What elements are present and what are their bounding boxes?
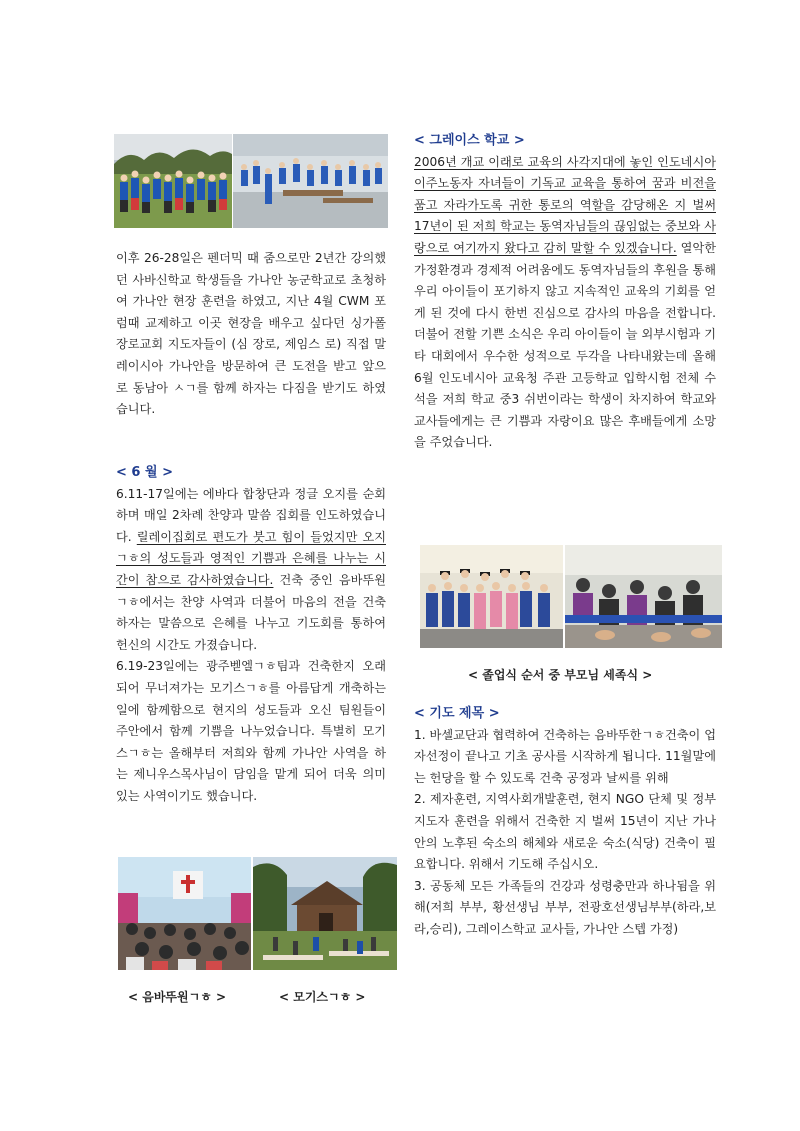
prayer-heading: < 기도 제목 > (414, 706, 500, 721)
photo-mogis-church (253, 857, 397, 970)
photo-graduation-group (420, 545, 563, 648)
caption-mogis: < 모기스ㄱㅎ > (279, 990, 366, 1004)
photo-hall-training (233, 134, 388, 228)
paragraph-canaan-training: 이후 26-28일은 펜더믹 때 줌으로만 2년간 강의했던 사바신학교 학생들을 가나안 농군학교로 초청하여 가나안 현장 훈련을 하였고, 지난 4월 CWM 포럼때 교제하고 이곳 현장을 배우고 싶다던 싱가폴 장로교회 지도자들이 (심 장로, 제임스 로) 직접 말레이시아 가나안을 방문하여 큰 도전을 받고 앞으로 동남아 ㅅㄱ를 함께 하자는 다짐을 받기도 하였습니다. (116, 251, 386, 417)
paragraph-ephphatha-b: 건축 중인 음바뚜원ㄱㅎ에서는 찬양 사역과 더불어 마음의 전을 건축하자는 말씀으로 은혜를 나누고 기도회를 통하여 헌신의 시간도 가졌습니다. (116, 572, 386, 652)
caption-mbatuwon: < 음바뚜원ㄱㅎ > (128, 990, 227, 1004)
right-text-block-1 (414, 130, 716, 454)
photo-foot-washing (565, 545, 722, 648)
paragraph-ephphatha-choir (116, 484, 386, 657)
photo-mbatuwon-church (118, 857, 251, 970)
paragraph-gwangju-bethel: 6.19-23일에는 광주벧엘ㄱㅎ팀과 건축한지 오래되어 무너져가는 모기스ㄱㅎ를 아름답게 개축하는 일에 함께함으로 현지의 성도들과 오신 팀원들이 주안에서 함께 기쁨을 나누었습니다. 특별히 모기스ㄱㅎ는 올해부터 저희와 함께 가나안 사역을 하는 제니우스목사님이 담임을 맡게 되어 더욱 의미있는 사역이기도 했습니다. (116, 659, 386, 803)
paragraph-grace-underlined: 2006년 개교 이래로 교육의 사각지대에 놓인 인도네시아 이주노동자 자녀들이 기독교 교육을 통하여 꿈과 비전을 품고 자라가도록 귀한 통로의 역할을 감당해온 지 벌써 17년이 된 저희 학교는 동역자님들의 끊임없는 중보와 사랑으로 여기까지 왔다고 감히 말할 수 있겠습니다. (414, 154, 716, 255)
prayer-item-3: 3. 공동체 모든 가족들의 건강과 성령충만과 하나됨을 위해(저희 부부, 황선생님 부부, 전광호선생님부부(하라,보라,승리), 그레이스학교 교사들, 가나안 스텝 가정) (414, 878, 716, 936)
grace-school-heading: < 그레이스 학교 > (414, 133, 525, 148)
left-text-block-2 (116, 462, 386, 808)
photo-group-field (114, 134, 232, 228)
paragraph-ephphatha-underlined: 릴레이집회로 편도가 붓고 힘이 들었지만 오지 ㄱㅎ의 성도들과 영적인 기쁨과 은혜를 나누는 시간이 참으로 감사하였습니다. (116, 529, 386, 587)
paragraph-grace-b: 열악한 가정환경과 경제적 어려움에도 동역자님들의 후원을 통해 우리 아이들이 포기하지 않고 지속적인 교육의 기회를 얻게 된 것에 다시 한번 진심으로 감사의 마음을 전합니다. 더불어 전할 기쁜 소식은 우리 아이들이 늘 외부시험과 기타 대회에서 우수한 성적으로 두각을 나타내왔는데 올해 6월 인도네시아 교육청 주관 고등학교 입학시험 전체 수석을 저희 학교 중3 쉬번이라는 학생이 차지하여 학교와 교사들에게는 큰 기쁨과 자랑이요 많은 후배들에게 소망을 주었습니다. (414, 240, 716, 450)
caption-graduation: < 졸업식 순서 중 부모님 세족식 > (468, 668, 653, 682)
prayer-item-2: 2. 제자훈련, 지역사회개발훈련, 현지 NGO 단체 및 정부 지도자 훈련을 위해서 건축한 지 벌써 15년이 지난 가나안의 노후된 숙소의 해체와 새로운 숙소(식당) 건축이 필요합니다. 위해서 기도해 주십시오. (414, 792, 716, 872)
right-text-block-2 (414, 703, 716, 941)
paragraph-grace-school (414, 152, 716, 454)
paragraph-ephphatha-a: 6.11-17일에는 에바다 합창단과 정글 오지를 순회하며 매일 2차례 찬양과 말씀 집회를 인도하였습니다. (116, 486, 386, 544)
june-heading: < 6 월 > (116, 465, 173, 480)
left-text-block-1 (116, 248, 386, 421)
prayer-item-1: 1. 바셀교단과 협력하여 건축하는 음바뚜한ㄱㅎ건축이 업자선정이 끝나고 기초 공사를 시작하게 됩니다. 11월말에는 헌당을 할 수 있도록 건축 공정과 날씨를 위해 (414, 727, 716, 785)
